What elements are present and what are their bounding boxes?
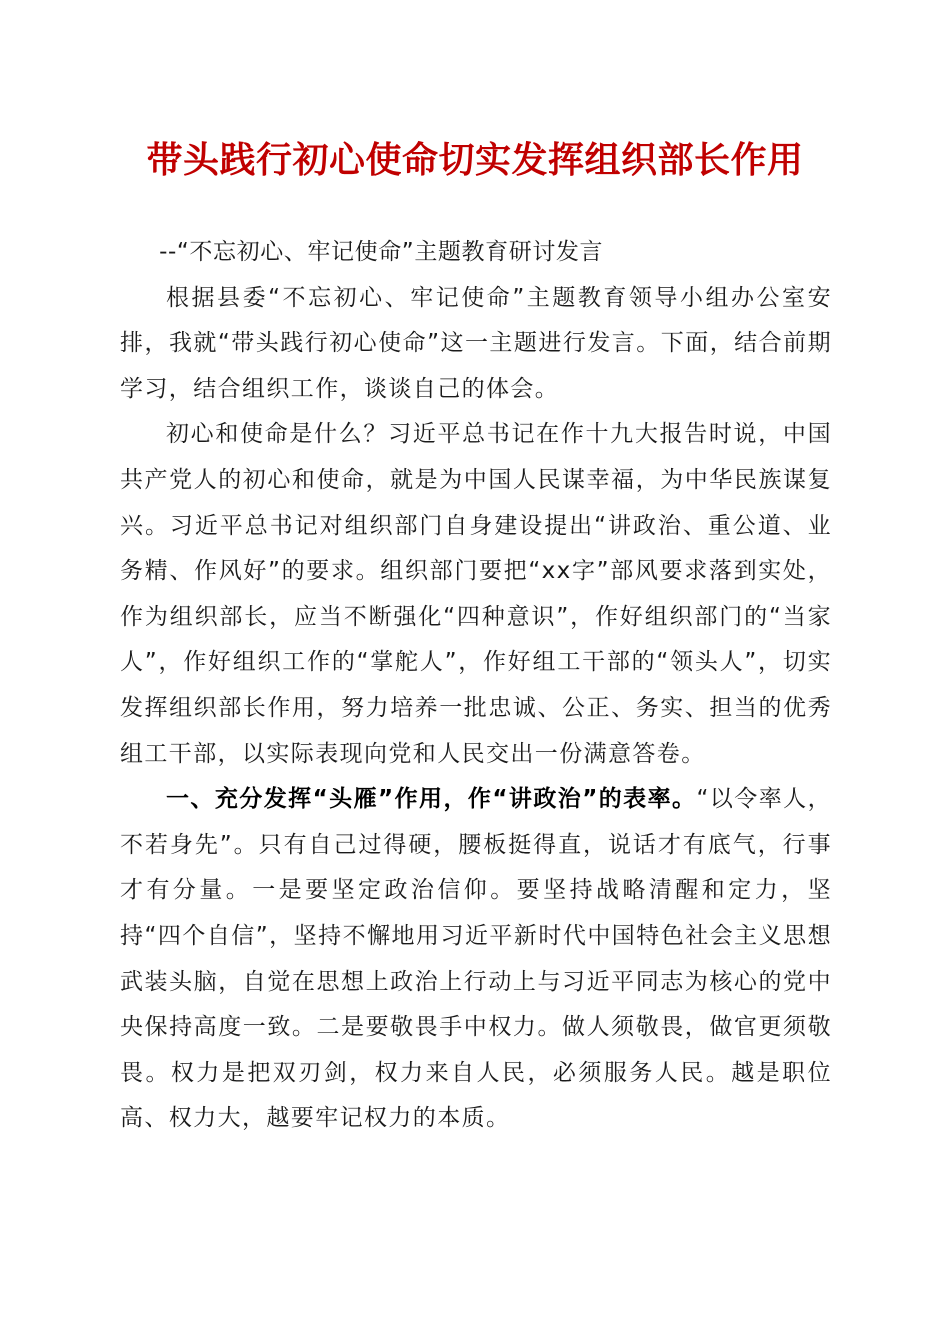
paragraph-section-1 bbox=[120, 777, 832, 1142]
section-1-heading: 一、充分发挥“头雁”作用，作“讲政治”的表率。 bbox=[166, 786, 697, 813]
section-1-text: “以令率人，不若身先”。只有自己过得硬，腰板挺得直，说话才有底气，行事才有分量。一是要坚定政治信仰。要坚持战略清醒和定力，坚持“四个自信”，坚持不懈地用习近平新时代中国特色社会主义思想武装头脑，自觉在思想上政治上行动上与习近平同志为核心的党中央保持高度一致。二是要敬畏手中权力。做人须敬畏，做官更须敬畏。权力是把双刃剑，权力来自人民，必须服务人民。越是职位高、权力大，越要牢记权力的本质。 bbox=[120, 786, 832, 1132]
document-title: 带头践行初心使命切实发挥组织部长作用 bbox=[146, 139, 804, 181]
paragraph-mission: 初心和使命是什么？习近平总书记在作十九大报告时说，中国共产党人的初心和使命，就是为中国人民谋幸福，为中华民族谋复兴。习近平总书记对组织部门自身建设提出“讲政治、重公道、业务精、作风好”的要求。组织部门要把“xx字”部风要求落到实处，作为组织部长，应当不断强化“四种意识”，作好组织部门的“当家人”，作好组织工作的“掌舵人”，作好组工干部的“领头人”，切实发挥组织部长作用，努力培养一批忠诚、公正、务实、担当的优秀组工干部，以实际表现向党和人民交出一份满意答卷。 bbox=[120, 421, 832, 767]
document-body bbox=[120, 230, 832, 1142]
paragraph-intro: 根据县委“不忘初心、牢记使命”主题教育领导小组办公室安排，我就“带头践行初心使命”这一主题进行发言。下面，结合前期学习，结合组织工作，谈谈自己的体会。 bbox=[120, 284, 832, 402]
document-subtitle: --“不忘初心、牢记使命”主题教育研讨发言 bbox=[159, 239, 604, 265]
